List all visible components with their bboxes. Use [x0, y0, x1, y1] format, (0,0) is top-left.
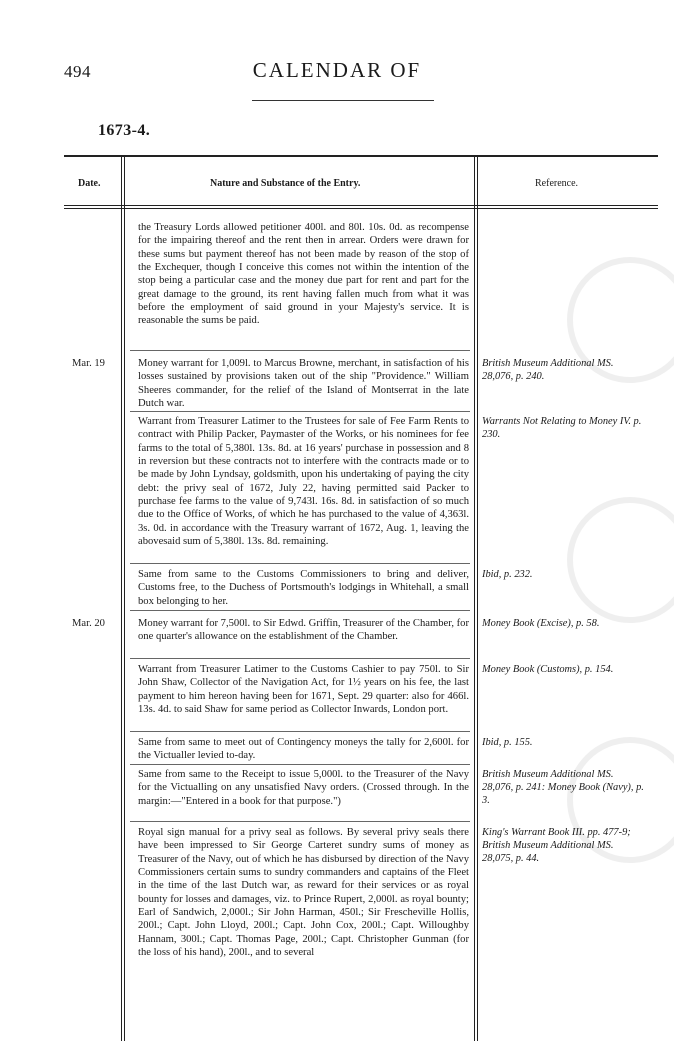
column-rule-date — [121, 155, 122, 1041]
entry-separator — [130, 731, 470, 732]
entry-text: Money warrant for 1,009l. to Marcus Browne, merchant, in satisfaction of his losses sustained by provisions taken out of the ship "Providence." William Sheeres commander, for the relief of the Island of Montserrat in the late Dutch war. — [138, 358, 469, 410]
table-header-rule-2 — [64, 208, 658, 209]
entry-separator — [130, 821, 470, 822]
entry-date: Mar. 20 — [72, 618, 105, 629]
entry-reference: Money Book (Excise), p. 58. — [482, 618, 600, 629]
entry-reference: Ibid, p. 232. — [482, 569, 533, 580]
entry-date: Mar. 19 — [72, 358, 105, 369]
entry-text: the Treasury Lords allowed petitioner 400l. and 80l. 10s. 0d. as recompense for the impairing thereof and the rent then in arrear. Orders were drawn for these sums but payment thereof has not been made by reason of the stop of the Exchequer, though I conceive this comes not within the intention of the stop being a particular case and the money due part for rent and part for the great damage to the ground, its rent having fallen much from what it was before the employment of said ground in your Majesty's service. It is reasonable the sums be paid. — [138, 222, 469, 327]
year-heading: 1673-4. — [98, 122, 151, 139]
entry-text: Same from same to meet out of Contingency moneys the tally for 2,600l. for the Victualler levied to-day. — [138, 737, 469, 762]
entry-separator — [130, 658, 470, 659]
entry-separator — [130, 411, 470, 412]
running-head: CALENDAR OF — [252, 58, 422, 82]
watermark — [555, 200, 674, 920]
entry-text: Money warrant for 7,500l. to Sir Edwd. Griffin, Treasurer of the Chamber, for one quarter's allowance on the establishment of the Chamber. — [138, 618, 469, 643]
entry-separator — [130, 350, 470, 351]
column-header-nature: Nature and Substance of the Entry. — [210, 178, 361, 189]
entry-reference: Warrants Not Relating to Money IV. p. 230. — [482, 416, 642, 440]
entry-separator — [130, 610, 470, 611]
entry-text: Warrant from Treasurer Latimer to the Customs Cashier to pay 750l. to Sir John Shaw, Collector of the Navigation Act, for 1½ years on his fee, the last payment to him hereon having been for 1671, Sept. 29 quarter: also for 466l. 13s. 4d. to said Shaw for same period as Collector Inwards, London port. — [138, 664, 469, 716]
column-rule-date-2 — [124, 155, 125, 1041]
page-number: 494 — [64, 62, 91, 81]
entry-reference: Ibid, p. 155. — [482, 737, 533, 748]
entry-text: Same from same to the Receipt to issue 5,000l. to the Treasurer of the Navy for the Victualling on any unsatisfied Navy orders. (Crossed through. In the margin:—"Entered in a book for that purpose.") — [138, 769, 469, 807]
table-top-rule — [64, 155, 658, 157]
entry-reference: British Museum Additional MS. 28,076, p. 240. — [482, 358, 614, 382]
column-header-reference: Reference. — [535, 178, 579, 189]
entry-reference: Money Book (Customs), p. 154. — [482, 664, 614, 675]
entry-text: Warrant from Treasurer Latimer to the Trustees for sale of Fee Farm Rents to contract with Philip Packer, Paymaster of the Works, or his nominees for fee farms to the total of 5,380l. 13s. 8d. at 16 years' purchase in possession and 8 in reversion but these contracts not to interfere with the contracts made or to be made by John Lyndsay, goldsmith, upon his undertaking of paying the city debt: the privy seal of 1672, July 22, having permitted said Packer to purchase fee farms to the value of 9,743l. 16s. 8d. in satisfaction of so much due to the Office of Works, of which he has purchased to the value of 4,363l. 3s. 0d. in accordance with the Treasury warrant of 1672, Aug. 1, leaving the abovesaid sum of 5,380l. 13s. 8d. remaining. — [138, 416, 469, 548]
column-rule-reference-2 — [477, 155, 478, 1041]
entry-separator — [130, 764, 470, 765]
entry-separator — [130, 563, 470, 564]
entry-text: Same from same to the Customs Commissioners to bring and deliver, Customs free, to the Duchess of Portsmouth's lodgings in Whitehall, a small box belonging to her. — [138, 569, 469, 607]
column-header-date: Date. — [78, 178, 101, 189]
entry-reference: King's Warrant Book III. pp. 477-9; British Museum Additional MS. 28,075, p. 44. — [482, 827, 631, 864]
entry-text: Royal sign manual for a privy seal as follows. By several privy seals there have been impressed to Sir George Carteret sundry sums of money as Treasurer of the Navy, out of which he has disbursed by direction of the Navy Commissioners certain sums to sundry commanders and captains of the Fleet in the time of the last Dutch war, as reward for their services or as royal bounty for losses and damages, viz. to Prince Rupert, 2,000l. as royal bounty; Earl of Sandwich, 2,000l.; Sir John Harman, 450l.; Sir Frescheville Hollis, 200l.; Capt. John Lloyd, 200l.; Capt. John Cox, 200l.; Capt. Willoughby Hannam, 300l.; Capt. Thomas Page, 200l.; Capt. Christopher Gunman (for the loss of his hand), 200l., and to several — [138, 827, 469, 959]
table-header-rule — [64, 205, 658, 206]
entry-reference: British Museum Additional MS. 28,076, p. 241: Money Book (Navy), p. 3. — [482, 769, 644, 806]
head-rule — [252, 100, 434, 101]
column-rule-reference — [474, 155, 475, 1041]
